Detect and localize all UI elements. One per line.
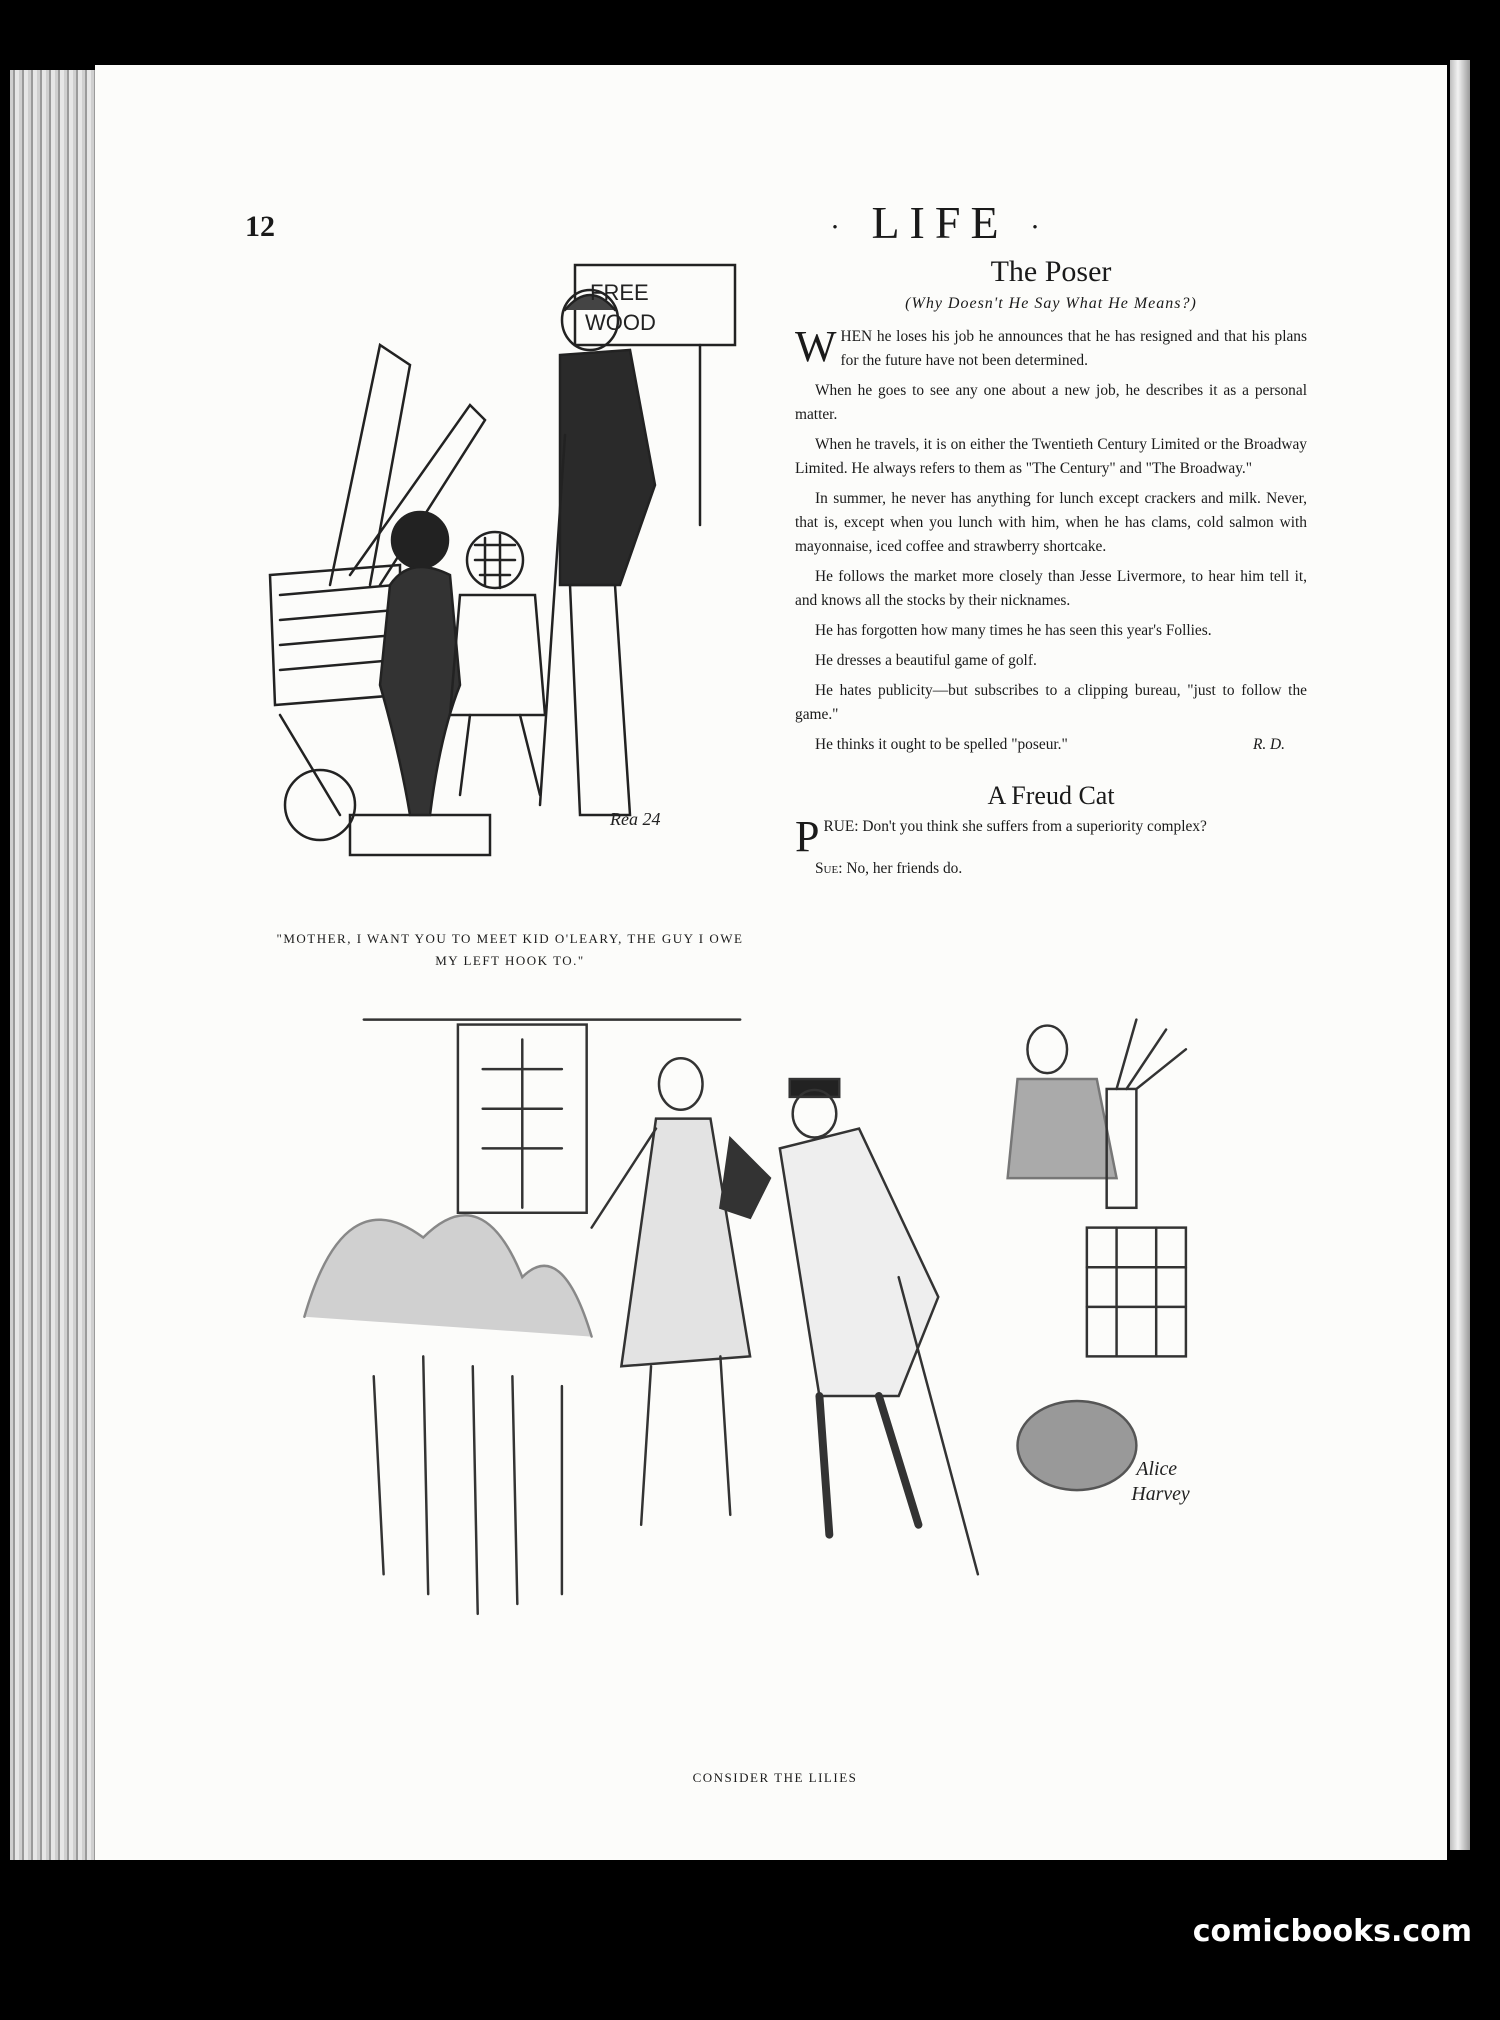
book-gutter: [1450, 60, 1470, 1850]
article-paragraph: He has forgotten how many times he has seen this year's Follies.: [815, 622, 1212, 639]
freud-dropcap: P: [795, 812, 820, 861]
article-paragraph: In summer, he never has anything for lunch except crackers and milk. Never, that is, except when you lunch with him, when he has clams, cold salmon with mayonnaise, iced coffee and strawberry shortcake.: [795, 490, 1307, 555]
sign-text-wood: WOOD: [585, 310, 656, 335]
cartoon-top-signature: Rea 24: [610, 809, 661, 829]
article-paragraph: He dresses a beautiful game of golf.: [815, 652, 1037, 669]
article-paragraph: When he travels, it is on either the Twentieth Century Limited or the Broadway Limited. He always refers to them as "The Century" and "The Broadway.": [795, 436, 1307, 477]
watermark: comicbooks.com: [1192, 1914, 1472, 1949]
freud-speaker-2: Sue:: [815, 860, 843, 877]
freud-line-2: [795, 857, 1307, 881]
sign-text-free: FREE: [590, 280, 649, 305]
cartoon-mother-and-boys: [260, 255, 760, 925]
masthead-dot-left: ·: [829, 210, 850, 244]
masthead-title: LIFE: [871, 197, 1009, 248]
article-dropcap: W: [795, 322, 837, 371]
article-subtitle: (Why Doesn't He Say What He Means?): [905, 295, 1197, 312]
cartoon-consider-the-lilies: [260, 980, 1260, 2020]
article-title: The Poser: [990, 255, 1112, 288]
freud-line-1-text: Don't you think she suffers from a superiority complex?: [862, 818, 1207, 835]
article-paragraph: He follows the market more closely than Jesse Livermore, to hear him tell it, and knows all the stocks by their nicknames.: [795, 568, 1307, 609]
article-signature: R. D.: [1252, 736, 1285, 753]
masthead-dot-right: ·: [1030, 210, 1051, 244]
freud-line-2-text: No, her friends do.: [846, 860, 963, 877]
article-column: [795, 255, 1307, 887]
freud-speaker-1: RUE:: [823, 818, 859, 835]
article-paragraph: He hates publicity—but subscribes to a clipping bureau, "just to follow the game.": [795, 682, 1307, 723]
page-number: 12: [245, 210, 275, 243]
masthead: [660, 196, 1220, 249]
article-first-text: HEN he loses his job he announces that he has resigned and that his plans for the future have not been determined.: [840, 328, 1307, 369]
article-last-paragraph: [795, 733, 1307, 757]
cartoon-top-caption: "MOTHER, I WANT YOU TO MEET KID O'LEARY, THE GUY I OWE MY LEFT HOOK TO.": [276, 931, 744, 968]
article-last-text: He thinks it ought to be spelled "poseur.": [815, 736, 1068, 753]
cartoon-bottom-signature-2: Harvey: [1131, 1483, 1190, 1505]
cartoon-bottom-signature-1: Alice: [1136, 1458, 1178, 1481]
article-first-paragraph: [795, 322, 1307, 373]
cartoon-bottom-caption: CONSIDER THE LILIES: [692, 1770, 858, 1785]
article-paragraph: When he goes to see any one about a new job, he describes it as a personal matter.: [795, 382, 1307, 423]
freud-title: A Freud Cat: [987, 781, 1115, 810]
freud-line-1: [795, 812, 1307, 861]
